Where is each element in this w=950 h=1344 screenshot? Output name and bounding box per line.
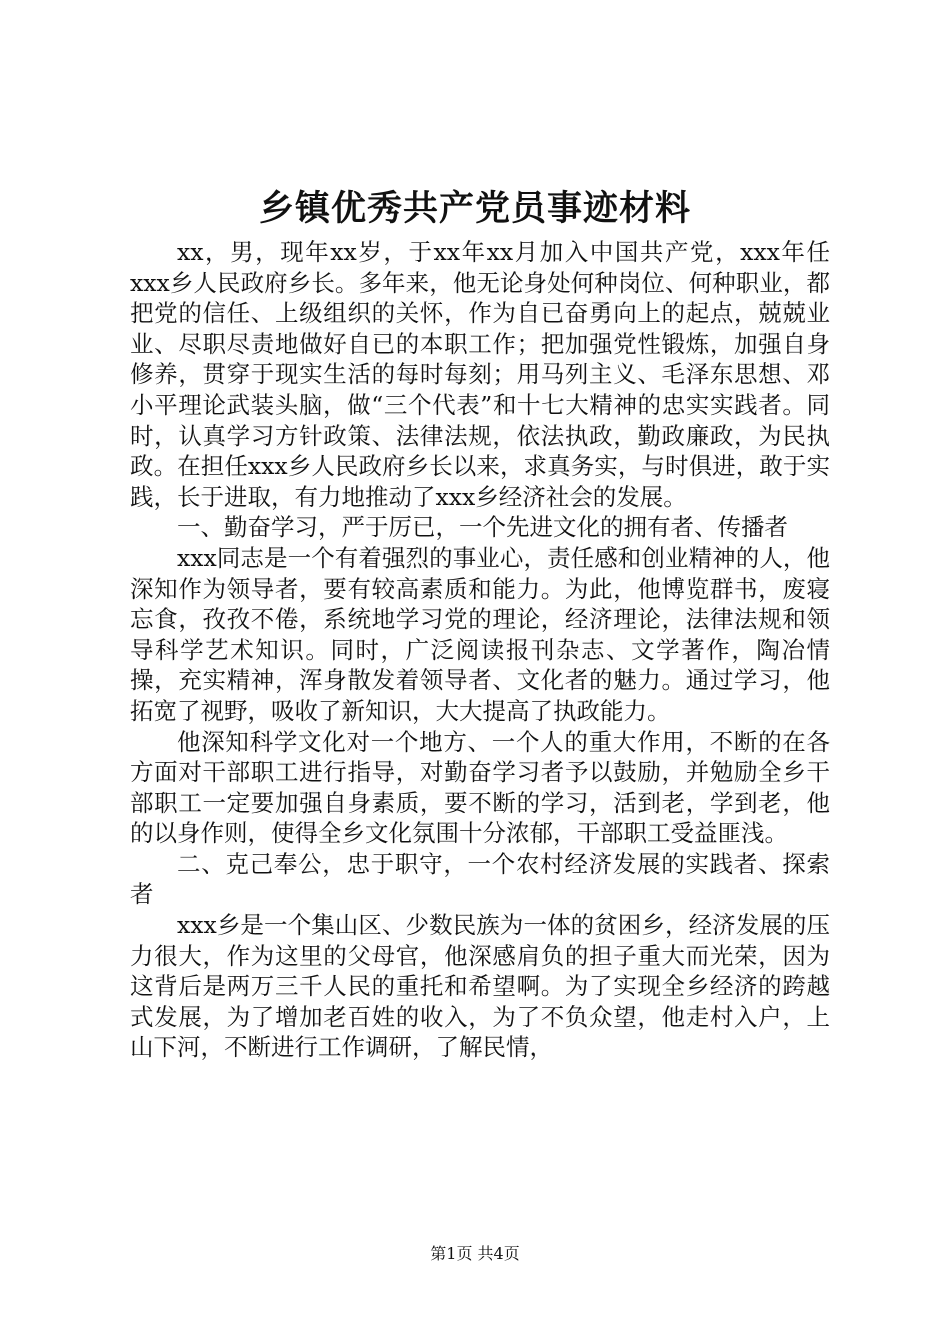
document-body: [130, 237, 830, 1063]
section-heading-2: 二、克己奉公，忠于职守，一个农村经济发展的实践者、探索者: [130, 849, 830, 909]
paragraph-culture: 他深知科学文化对一个地方、一个人的重大作用，不断的在各方面对干部职工进行指导，对勤奋学习者予以鼓励，并勉励全乡干部职工一定要加强自身素质，要不断的学习，活到老，学到老，他的以身作则，使得全乡文化氛围十分浓郁，干部职工受益匪浅。: [130, 727, 830, 848]
paragraph-intro: xx，男，现年xx岁，于xx年xx月加入中国共产党，xxx年任xxx乡人民政府乡长。多年来，他无论身处何种岗位、何种职业，都把党的信任、上级组织的关怀，作为自已奋勇向上的起点，兢兢业业、尽职尽责地做好自已的本职工作；把加强党性锻炼，加强自身修养，贯穿于现实生活的每时每刻；用马列主义、毛泽东思想、邓小平理论武装头脑，做“三个代表”和十七大精神的忠实实践者。同时，认真学习方针政策、法律法规，依法执政，勤政廉政，为民执政。在担任xxx乡人民政府乡长以来，求真务实，与时俱进，敢于实践，长于进取，有力地推动了xxx乡经济社会的发展。: [130, 238, 830, 511]
document-title: 乡镇优秀共产党员事迹材料: [258, 188, 691, 229]
paragraph-economy: xxx乡是一个集山区、少数民族为一体的贫困乡，经济发展的压力很大，作为这里的父母官，他深感肩负的担子重大而光荣，因为这背后是两万三千人民的重托和希望啊。为了实现全乡经济的跨越式发展，为了增加老百姓的收入，为了不负众望，他走村入户，上山下河，不断进行工作调研，了解民情，: [130, 911, 830, 1062]
page-footer: 第1页 共4页: [430, 1244, 520, 1263]
section-heading-1: 一、勤奋学习，严于厉已，一个先进文化的拥有者、传播者: [177, 513, 788, 542]
paragraph-study: xxx同志是一个有着强烈的事业心，责任感和创业精神的人，他深知作为领导者，要有较高素质和能力。为此，他博览群书，废寝忘食，孜孜不倦，系统地学习党的理论，经济理论，法律法规和领导科学艺术知识。同时，广泛阅读报刊杂志、文学著作，陶冶情操，充实精神，浑身散发着领导者、文化者的魅力。通过学习，他拓宽了视野，吸收了新知识，大大提高了执政能力。: [130, 543, 830, 725]
